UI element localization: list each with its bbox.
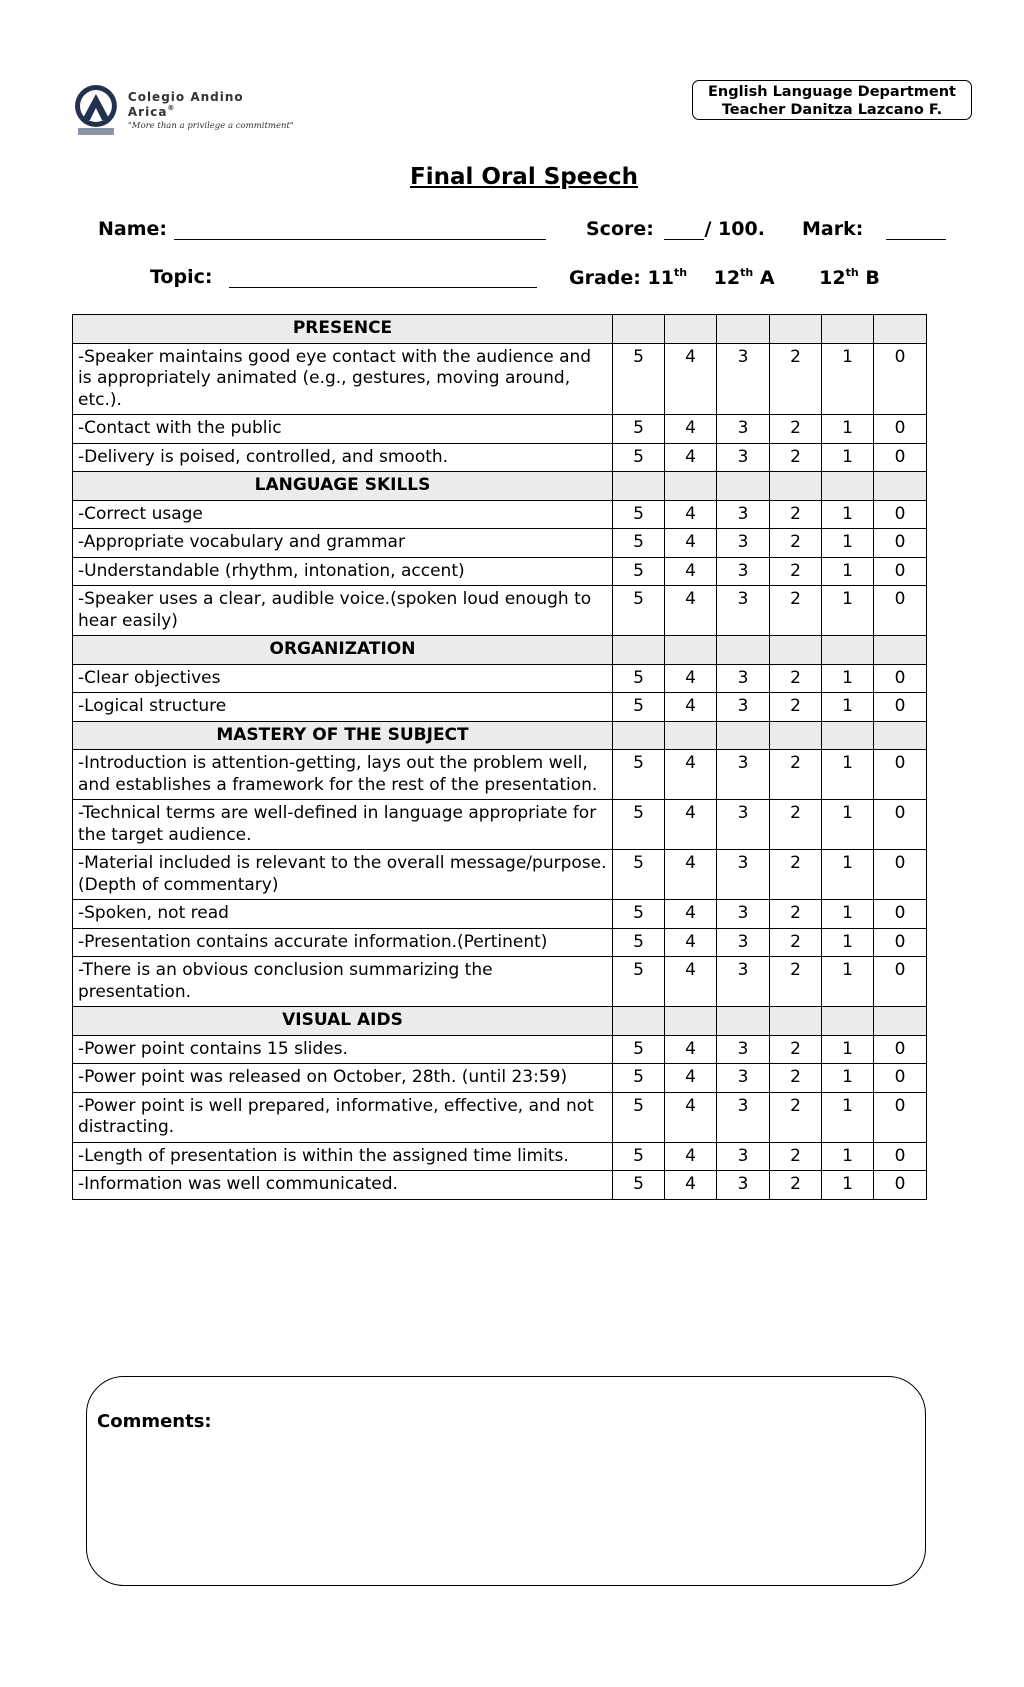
score-option[interactable]: 3: [717, 957, 770, 1007]
score-option[interactable]: 1: [822, 693, 874, 722]
section-score-header: [717, 721, 770, 750]
section-score-header: [822, 315, 874, 344]
criterion-text: -Correct usage: [73, 500, 613, 529]
section-title: MASTERY OF THE SUBJECT: [73, 721, 613, 750]
mark-line[interactable]: [886, 219, 946, 240]
score-option[interactable]: 4: [665, 1142, 717, 1171]
score-option[interactable]: 0: [874, 529, 927, 558]
page-title: Final Oral Speech: [410, 164, 638, 190]
section-score-header: [613, 636, 665, 665]
score-option[interactable]: 1: [822, 1035, 874, 1064]
score-option[interactable]: 0: [874, 1142, 927, 1171]
score-option[interactable]: 2: [770, 343, 822, 415]
criterion-row: [73, 1035, 927, 1064]
score-option[interactable]: 3: [717, 900, 770, 929]
criterion-text: -Logical structure: [73, 693, 613, 722]
criterion-text: -Power point contains 15 slides.: [73, 1035, 613, 1064]
score-option[interactable]: 0: [874, 1092, 927, 1142]
section-score-header: [770, 721, 822, 750]
criterion-row: [73, 557, 927, 586]
score-option[interactable]: 3: [717, 557, 770, 586]
score-option[interactable]: 3: [717, 1171, 770, 1200]
score-option[interactable]: 4: [665, 415, 717, 444]
score-option[interactable]: 4: [665, 750, 717, 800]
score-option[interactable]: 2: [770, 1142, 822, 1171]
score-option[interactable]: 1: [822, 850, 874, 900]
score-option[interactable]: 5: [613, 850, 665, 900]
section-row: [73, 472, 927, 501]
section-score-header: [613, 315, 665, 344]
criterion-text: -Clear objectives: [73, 664, 613, 693]
criterion-text: -Power point is well prepared, informative, effective, and not distracting.: [73, 1092, 613, 1142]
score-option[interactable]: 4: [665, 850, 717, 900]
score-option[interactable]: 2: [770, 1035, 822, 1064]
criterion-row: [73, 750, 927, 800]
criterion-text: -Information was well communicated.: [73, 1171, 613, 1200]
score-option[interactable]: 4: [665, 1092, 717, 1142]
score-label: Score:: [586, 218, 654, 240]
section-row: [73, 636, 927, 665]
score-option[interactable]: 0: [874, 693, 927, 722]
section-score-header: [770, 315, 822, 344]
score-option[interactable]: 2: [770, 415, 822, 444]
score-option[interactable]: 1: [822, 957, 874, 1007]
section-score-header: [665, 472, 717, 501]
score-option[interactable]: 4: [665, 800, 717, 850]
score-suffix: / 100.: [704, 218, 765, 240]
score-option[interactable]: 2: [770, 1171, 822, 1200]
score-option[interactable]: 1: [822, 1064, 874, 1093]
criterion-row: [73, 957, 927, 1007]
section-score-header: [717, 636, 770, 665]
score-option[interactable]: 3: [717, 443, 770, 472]
criterion-text: -Understandable (rhythm, intonation, accent): [73, 557, 613, 586]
grade-field: [569, 266, 880, 289]
score-option[interactable]: 4: [665, 693, 717, 722]
topic-line[interactable]: [229, 267, 537, 288]
section-title: LANGUAGE SKILLS: [73, 472, 613, 501]
section-title: VISUAL AIDS: [73, 1007, 613, 1036]
score-option[interactable]: 3: [717, 343, 770, 415]
score-option[interactable]: 2: [770, 586, 822, 636]
score-option[interactable]: 4: [665, 1035, 717, 1064]
criterion-text: -Power point was released on October, 28th. (until 23:59): [73, 1064, 613, 1093]
score-option[interactable]: 0: [874, 957, 927, 1007]
criterion-row: [73, 1142, 927, 1171]
score-option[interactable]: 1: [822, 500, 874, 529]
department-name: English Language Department: [708, 84, 956, 100]
score-option[interactable]: 5: [613, 957, 665, 1007]
section-score-header: [874, 636, 927, 665]
comments-label: Comments:: [97, 1411, 212, 1432]
score-option[interactable]: 4: [665, 343, 717, 415]
score-option[interactable]: 2: [770, 557, 822, 586]
score-option[interactable]: 2: [770, 900, 822, 929]
score-option[interactable]: 5: [613, 443, 665, 472]
school-crest-icon: [72, 80, 124, 140]
score-option[interactable]: 3: [717, 1142, 770, 1171]
topic-label: Topic:: [150, 266, 213, 288]
score-option[interactable]: 1: [822, 343, 874, 415]
score-option[interactable]: 2: [770, 500, 822, 529]
score-option[interactable]: 2: [770, 750, 822, 800]
criterion-text: -Introduction is attention-getting, lays out the problem well, and establishes a framework for the rest of the presentation.: [73, 750, 613, 800]
score-option[interactable]: 3: [717, 1092, 770, 1142]
section-score-header: [874, 315, 927, 344]
section-row: [73, 1007, 927, 1036]
section-score-header: [822, 1007, 874, 1036]
score-option[interactable]: 5: [613, 693, 665, 722]
score-option[interactable]: 3: [717, 500, 770, 529]
section-title: PRESENCE: [73, 315, 613, 344]
criterion-row: [73, 586, 927, 636]
score-option[interactable]: 3: [717, 586, 770, 636]
section-score-header: [613, 472, 665, 501]
score-option[interactable]: 4: [665, 500, 717, 529]
section-score-header: [665, 315, 717, 344]
score-option[interactable]: 0: [874, 343, 927, 415]
criterion-text: -Speaker maintains good eye contact with the audience and is appropriately animated (e.g., gestures, moving around, etc.).: [73, 343, 613, 415]
criterion-row: [73, 529, 927, 558]
department-box: [692, 80, 972, 120]
grade-12b[interactable]: 12th B: [819, 266, 880, 289]
section-score-header: [874, 472, 927, 501]
mark-label: Mark:: [802, 218, 864, 240]
section-score-header: [717, 1007, 770, 1036]
score-option[interactable]: 3: [717, 415, 770, 444]
score-option[interactable]: 5: [613, 1064, 665, 1093]
section-score-header: [613, 1007, 665, 1036]
score-option[interactable]: 0: [874, 664, 927, 693]
section-row: [73, 315, 927, 344]
score-option[interactable]: 5: [613, 800, 665, 850]
score-option[interactable]: 2: [770, 664, 822, 693]
score-option[interactable]: 3: [717, 1035, 770, 1064]
section-score-header: [613, 721, 665, 750]
score-option[interactable]: 5: [613, 1142, 665, 1171]
score-option[interactable]: 4: [665, 1171, 717, 1200]
score-option[interactable]: 2: [770, 850, 822, 900]
score-option[interactable]: 2: [770, 693, 822, 722]
section-score-header: [665, 636, 717, 665]
score-option[interactable]: 3: [717, 693, 770, 722]
score-option[interactable]: 1: [822, 415, 874, 444]
score-option[interactable]: 1: [822, 928, 874, 957]
score-option[interactable]: 5: [613, 557, 665, 586]
score-option[interactable]: 0: [874, 500, 927, 529]
section-score-header: [822, 636, 874, 665]
score-option[interactable]: 1: [822, 1142, 874, 1171]
score-option[interactable]: 1: [822, 586, 874, 636]
score-option[interactable]: 4: [665, 664, 717, 693]
score-option[interactable]: 2: [770, 957, 822, 1007]
score-option[interactable]: 1: [822, 1092, 874, 1142]
score-option[interactable]: 3: [717, 800, 770, 850]
score-option[interactable]: 2: [770, 928, 822, 957]
mark-field[interactable]: [802, 218, 946, 240]
score-option[interactable]: 0: [874, 1064, 927, 1093]
criterion-row: [73, 850, 927, 900]
score-option[interactable]: 5: [613, 1035, 665, 1064]
criterion-text: -Appropriate vocabulary and grammar: [73, 529, 613, 558]
score-line[interactable]: [664, 219, 704, 240]
grade-12a[interactable]: 12th A: [713, 266, 775, 289]
score-option[interactable]: 0: [874, 928, 927, 957]
score-option[interactable]: 5: [613, 1171, 665, 1200]
score-option[interactable]: 4: [665, 443, 717, 472]
score-option[interactable]: 1: [822, 1171, 874, 1200]
grade-11[interactable]: Grade: 11th: [569, 266, 688, 289]
criterion-row: [73, 415, 927, 444]
score-option[interactable]: 2: [770, 1092, 822, 1142]
score-option[interactable]: 5: [613, 750, 665, 800]
criterion-row: [73, 800, 927, 850]
section-score-header: [770, 1007, 822, 1036]
criterion-text: -There is an obvious conclusion summarizing the presentation.: [73, 957, 613, 1007]
section-score-header: [822, 472, 874, 501]
school-motto: "More than a privilege a commitment": [127, 120, 294, 131]
criterion-row: [73, 500, 927, 529]
score-option[interactable]: 0: [874, 1171, 927, 1200]
score-option[interactable]: 0: [874, 750, 927, 800]
score-option[interactable]: 0: [874, 443, 927, 472]
score-option[interactable]: 2: [770, 1064, 822, 1093]
criterion-text: -Material included is relevant to the overall message/purpose. (Depth of commentary): [73, 850, 613, 900]
score-option[interactable]: 5: [613, 415, 665, 444]
criterion-text: -Delivery is poised, controlled, and smooth.: [73, 443, 613, 472]
score-option[interactable]: 3: [717, 928, 770, 957]
score-option[interactable]: 3: [717, 529, 770, 558]
score-option[interactable]: 5: [613, 928, 665, 957]
topic-field[interactable]: [150, 266, 537, 288]
section-score-header: [822, 721, 874, 750]
score-option[interactable]: 1: [822, 664, 874, 693]
school-logo: [72, 76, 296, 144]
score-option[interactable]: 0: [874, 557, 927, 586]
criterion-text: -Spoken, not read: [73, 900, 613, 929]
score-option[interactable]: 5: [613, 529, 665, 558]
score-option[interactable]: 5: [613, 1092, 665, 1142]
criterion-row: [73, 1171, 927, 1200]
score-option[interactable]: 4: [665, 586, 717, 636]
comments-box[interactable]: [86, 1376, 926, 1586]
score-option[interactable]: 4: [665, 957, 717, 1007]
score-option[interactable]: 0: [874, 415, 927, 444]
school-name: Colegio Andino Arica®: [127, 89, 244, 119]
section-score-header: [717, 472, 770, 501]
criterion-text: -Contact with the public: [73, 415, 613, 444]
criterion-row: [73, 664, 927, 693]
name-line[interactable]: [174, 219, 546, 240]
score-option[interactable]: 4: [665, 900, 717, 929]
score-option[interactable]: 3: [717, 750, 770, 800]
criterion-text: -Length of presentation is within the assigned time limits.: [73, 1142, 613, 1171]
score-option[interactable]: 3: [717, 850, 770, 900]
score-option[interactable]: 4: [665, 529, 717, 558]
score-option[interactable]: 5: [613, 586, 665, 636]
score-option[interactable]: 1: [822, 800, 874, 850]
score-option[interactable]: 4: [665, 1064, 717, 1093]
criterion-row: [73, 900, 927, 929]
score-option[interactable]: 3: [717, 664, 770, 693]
score-option[interactable]: 2: [770, 529, 822, 558]
score-option[interactable]: 0: [874, 900, 927, 929]
score-option[interactable]: 1: [822, 750, 874, 800]
section-title: ORGANIZATION: [73, 636, 613, 665]
section-score-header: [874, 1007, 927, 1036]
criterion-row: [73, 1064, 927, 1093]
criterion-row: [73, 928, 927, 957]
section-score-header: [665, 1007, 717, 1036]
criterion-row: [73, 443, 927, 472]
criterion-row: [73, 693, 927, 722]
score-option[interactable]: 4: [665, 928, 717, 957]
score-option[interactable]: 5: [613, 664, 665, 693]
criterion-text: -Technical terms are well-defined in language appropriate for the target audience.: [73, 800, 613, 850]
score-option[interactable]: 0: [874, 1035, 927, 1064]
score-option[interactable]: 2: [770, 800, 822, 850]
name-label: Name:: [98, 218, 168, 240]
name-field[interactable]: [98, 218, 546, 240]
score-option[interactable]: 2: [770, 443, 822, 472]
section-score-header: [770, 636, 822, 665]
score-option[interactable]: 5: [613, 343, 665, 415]
teacher-name: Teacher Danitza Lazcano F.: [721, 102, 943, 118]
criterion-row: [73, 343, 927, 415]
score-option[interactable]: 0: [874, 800, 927, 850]
score-option[interactable]: 1: [822, 443, 874, 472]
criterion-text: -Presentation contains accurate information.(Pertinent): [73, 928, 613, 957]
score-option[interactable]: 5: [613, 900, 665, 929]
section-score-header: [665, 721, 717, 750]
score-option[interactable]: 1: [822, 529, 874, 558]
score-option[interactable]: 0: [874, 586, 927, 636]
score-option[interactable]: 5: [613, 500, 665, 529]
score-option[interactable]: 1: [822, 900, 874, 929]
score-option[interactable]: 1: [822, 557, 874, 586]
score-field[interactable]: [586, 218, 765, 240]
criterion-row: [73, 1092, 927, 1142]
rubric-table: [72, 314, 927, 1200]
section-score-header: [874, 721, 927, 750]
score-option[interactable]: 3: [717, 1064, 770, 1093]
section-score-header: [770, 472, 822, 501]
section-row: [73, 721, 927, 750]
score-option[interactable]: 4: [665, 557, 717, 586]
criterion-text: -Speaker uses a clear, audible voice.(spoken loud enough to hear easily): [73, 586, 613, 636]
score-option[interactable]: 0: [874, 850, 927, 900]
section-score-header: [717, 315, 770, 344]
